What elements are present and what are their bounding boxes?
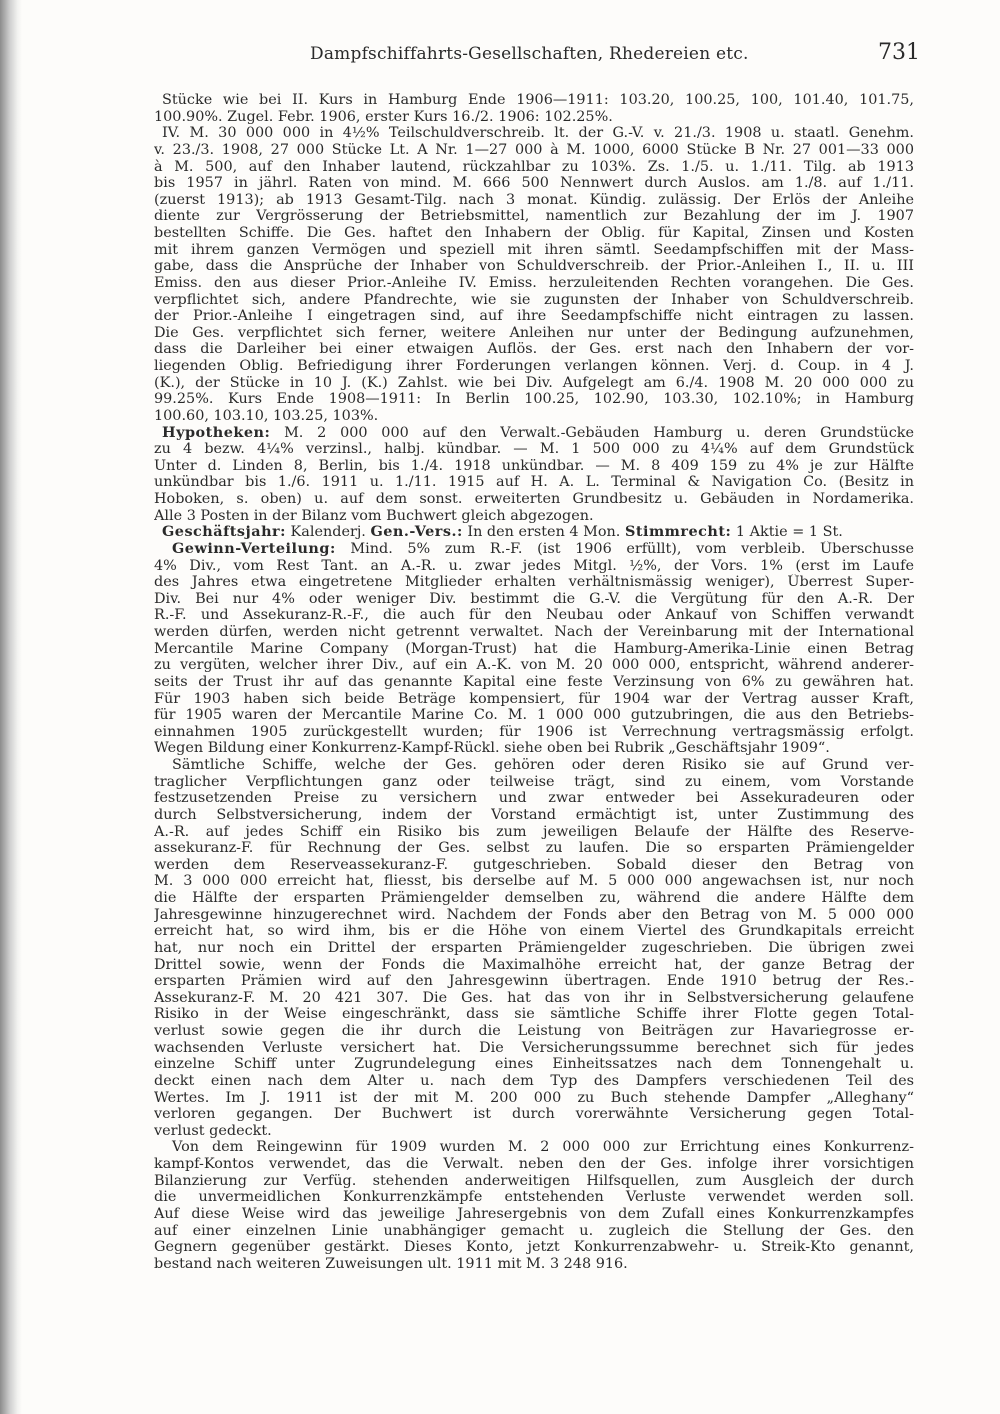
section-heading: Gewinn-Verteilung: xyxy=(172,540,336,557)
text-run: für 1905 waren der Mercantile Marine Co. M. 1 000 000 gutzubringen, die aus den Betriebs- xyxy=(154,707,914,724)
section-heading: Geschäftsjahr: xyxy=(162,524,286,541)
text-run: v. 23./3. 1908, 27 000 Stücke Lt. A Nr. 1—27 000 à M. 1000, 6000 Stücke B Nr. 27 001—33 000 xyxy=(154,141,914,158)
text-run: 100.90%. Zugel. Febr. 1906, erster Kurs 16./2. 1906: 102.25%. xyxy=(154,108,613,125)
text-line xyxy=(154,425,914,442)
text-run: 100.60, 103.10, 103.25, 103%. xyxy=(154,407,379,424)
text-run: mit ihrem ganzen Vermögen und speziell mit ihren sämtl. Seedampfschiffen mit der Mass- xyxy=(154,241,914,258)
paragraph-p7 xyxy=(154,1139,914,1272)
text-line xyxy=(154,1239,914,1256)
text-run: 4% Div., vom Rest Tant. an A.-R. u. zwar jedes Mitgl. ½%, der Vors. 1% (erst im Laufe xyxy=(154,557,914,574)
text-run: auf einer einzelnen Linie unabhängiger gemacht u. zugleich die Stellung der Ges. den xyxy=(154,1222,914,1239)
text-run: Unter d. Linden 8, Berlin, bis 1./4. 1918 unkündbar. — M. 8 409 159 zu 4% je zur Hälfte xyxy=(154,457,914,474)
paragraph-p1 xyxy=(154,92,914,125)
text-run: Auf diese Weise wird das jeweilige Jahresergebnis von dem Zufall eines Konkurrenzkampfes xyxy=(154,1205,914,1222)
text-run: Wertes. Im J. 1911 ist der mit M. 200 000 zu Buch stehende Dampfer „Alleghany“ xyxy=(154,1089,914,1106)
text-line xyxy=(154,1123,914,1140)
text-run: In den ersten 4 Mon. xyxy=(462,524,625,541)
text-line xyxy=(154,1040,914,1057)
text-line xyxy=(154,873,914,890)
text-line xyxy=(154,474,914,491)
text-run: 99.25%. Kurs Ende 1908—1911: In Berlin 100.25, 102.90, 103.30, 102.10%; in Hamburg xyxy=(154,391,914,408)
text-line xyxy=(154,1073,914,1090)
text-line xyxy=(154,358,914,375)
text-run: verpflichtet sich, andere Pfandrechte, wie sie zugunsten der Inhaber von Schuldverschreib. xyxy=(154,291,914,308)
text-run: durch Selbstversicherung, indem der Vorstand ermächtigt ist, unter Zustimmung des xyxy=(154,806,914,823)
paragraph-p4 xyxy=(154,524,914,541)
text-line xyxy=(154,857,914,874)
text-line xyxy=(154,1206,914,1223)
text-line xyxy=(154,807,914,824)
text-line xyxy=(154,973,914,990)
text-run: gabe, dass die Ansprüche der Inhaber von Schuldverschreib. der Prior.-Anleihen I., II. u. III xyxy=(154,258,914,275)
text-run: einzelne Schiff unter Zugrundelegung eines Einheitssatzes nach dem Tonnengehalt u. xyxy=(154,1056,914,1073)
paragraph-p5 xyxy=(154,541,914,757)
text-run: ersparten Prämien wird auf den Jahresgewinn übertragen. Ende 1910 betrug der Res.- xyxy=(154,973,914,990)
text-line xyxy=(154,674,914,691)
text-line xyxy=(154,990,914,1007)
text-run: Für 1903 haben sich beide Beträge kompensiert, für 1904 war der Vertrag ausser Kraft, xyxy=(154,690,914,707)
text-line xyxy=(154,1090,914,1107)
text-run: zu 4 bezw. 4¼% verzinsl., halbj. kündbar. — M. 1 500 000 zu 4¼% auf dem Grundstück xyxy=(154,441,914,458)
text-run: dass die Darleiher bei einer etwaigen Auflös. der Ges. erst nach den Inhabern der vor- xyxy=(154,341,914,358)
text-run: bis 1957 in jährl. Raten von mind. M. 666 500 Nennwert durch Auslos. am 1./8. auf 1./11. xyxy=(154,175,914,192)
text-line xyxy=(154,1056,914,1073)
text-run: A.-R. auf jedes Schiff ein Risiko bis zum jeweiligen Belaufe der Hälfte des Reserve- xyxy=(154,823,914,840)
text-line xyxy=(154,125,914,142)
section-heading: Gen.-Vers.: xyxy=(370,524,463,541)
text-line xyxy=(154,957,914,974)
text-line xyxy=(154,175,914,192)
page-header xyxy=(150,40,920,72)
text-line xyxy=(154,624,914,641)
text-line xyxy=(154,258,914,275)
text-line xyxy=(154,92,914,109)
text-line xyxy=(154,541,914,558)
text-line xyxy=(154,208,914,225)
text-run: Alle 3 Posten in der Bilanz vom Buchwert gleich abgezogen. xyxy=(154,507,594,524)
text-run: Die Ges. verpflichtet sich ferner, weitere Anleihen nur unter der Bedingung aufzunehmen, xyxy=(154,324,914,341)
text-line xyxy=(154,740,914,757)
text-run: verlust gedeckt. xyxy=(154,1122,272,1139)
text-run: Gegnern gegenüber gestärkt. Dieses Konto, jetzt Konkurrenzabwehr- u. Streik-Kto genannt, xyxy=(154,1239,914,1256)
text-run: (zuerst 1913); ab 1913 Gesamt-Tilg. nach 3 monat. Kündig. zulässig. Der Erlös der Anleihe xyxy=(154,191,914,208)
page-number: 731 xyxy=(878,40,920,65)
text-line xyxy=(154,441,914,458)
text-line xyxy=(154,824,914,841)
text-run: Hoboken, s. oben) u. auf dem sonst. erweiterten Grundbesitz u. Gebäuden in Nordamerika. xyxy=(154,491,914,507)
text-run: bestand nach weiteren Zuweisungen ult. 1911 mit M. 3 248 916. xyxy=(154,1255,628,1272)
text-line xyxy=(154,1156,914,1173)
text-line xyxy=(154,275,914,292)
text-run: 1 Aktie = 1 St. xyxy=(731,524,843,541)
text-line xyxy=(154,375,914,392)
text-line xyxy=(154,109,914,126)
text-run: der Prior.-Anleihe I eingetragen sind, auf ihre Seedampfschiffe nicht eintragen zu lassen. xyxy=(154,308,914,325)
page-body xyxy=(154,92,914,1272)
text-line xyxy=(154,341,914,358)
text-run: festzusetzenden Preise zu versichern und zwar entweder bei Assekuradeuren oder xyxy=(154,790,914,807)
text-run: Jahresgewinne hinzugerechnet wird. Nachdem der Fonds aber den Betrag von M. 5 000 000 xyxy=(154,906,914,923)
text-line xyxy=(154,907,914,924)
text-line xyxy=(154,774,914,791)
text-run: einnahmen 1905 zurückgestellt wurden; für 1906 ist Verrechnung vertragsmässig erfolgt. xyxy=(154,723,914,740)
text-run: wachsenden Verluste versichert hat. Die Versicherungssumme berechnet sich für jedes xyxy=(154,1039,914,1056)
text-line xyxy=(154,1106,914,1123)
text-line xyxy=(154,1173,914,1190)
text-line xyxy=(154,391,914,408)
text-run: werden dürfen, werden nicht getrennt verwaltet. Nach der Vereinbarung mit der International xyxy=(154,624,914,640)
text-line xyxy=(154,308,914,325)
text-run: traglicher Verpflichtungen ganz oder teilweise trägt, sind zu einem, vom Vorstande xyxy=(154,773,914,790)
text-run: (K.), der Stücke in 10 J. (K.) Zahlst. wie bei Div. Aufgelegt am 6./4. 1908 M. 20 000 000 zu xyxy=(154,374,914,391)
text-line xyxy=(154,574,914,591)
text-run: Mercantile Marine Company (Morgan-Trust) hat die Hamburg-Amerika-Linie einen Betrag xyxy=(154,640,914,657)
text-run: Wegen Bildung einer Konkurrenz-Kampf-Rückl. siehe oben bei Rubrik „Geschäftsjahr 1909“. xyxy=(154,740,830,757)
text-line xyxy=(154,890,914,907)
text-run: Von dem Reingewinn für 1909 wurden M. 2 000 000 zur Errichtung eines Konkurrenz- xyxy=(172,1139,914,1156)
text-run: Drittel sowie, wenn der Fonds die Maximalhöhe erreicht hat, der ganze Betrag der xyxy=(154,956,914,973)
text-line xyxy=(154,508,914,525)
text-line xyxy=(154,657,914,674)
text-run: erreicht hat, so wird ihm, bis er die Höhe von einem Viertel des Grundkapitals erreicht xyxy=(154,923,914,940)
text-run: zu vergüten, welcher ihrer Div., auf ein A.-K. von M. 20 000 000, entspricht, während anderer- xyxy=(154,657,914,674)
text-run: R.-F. und Assekuranz-R.-F., die auch für den Neubau oder Ankauf von Schiffen verwandt xyxy=(154,607,914,624)
text-line xyxy=(154,491,914,508)
paragraph-p3 xyxy=(154,425,914,525)
text-line xyxy=(154,840,914,857)
text-run: Stücke wie bei II. Kurs in Hamburg Ende 1906—1911: 103.20, 100.25, 100, 101.40, 101.75, xyxy=(162,92,914,108)
text-line xyxy=(154,1223,914,1240)
text-line xyxy=(154,242,914,259)
text-run: unkündbar bis 1./6. 1911 u. 1./11. 1915 auf H. A. L. Terminal & Navigation Co. (Besitz in xyxy=(154,474,914,491)
text-line xyxy=(154,1023,914,1040)
scan-edge-shadow xyxy=(0,0,22,1414)
text-line xyxy=(154,292,914,309)
text-line xyxy=(154,408,914,425)
text-run: deckt einen nach dem Alter u. nach dem Typ des Dampfers verschiedenen Teil des xyxy=(154,1072,914,1089)
text-run: à M. 500, auf den Inhaber lautend, rückzahlbar zu 103%. Zs. 1./5. u. 1./11. Tilg. ab 1913 xyxy=(154,158,914,175)
text-line xyxy=(154,607,914,624)
text-run: Assekuranz-F. M. 20 421 307. Die Ges. hat das von ihr in Selbstversicherung gelaufene xyxy=(154,989,914,1006)
text-run: Bilanzierung zur Verfüg. stehenden anderweitigen Hilfsquellen, zum Ausgleich der durch xyxy=(154,1172,914,1189)
text-run: die Hälfte der ersparten Prämiengelder demselben zu, während die andere Hälfte dem xyxy=(154,890,914,906)
paragraph-p2 xyxy=(154,125,914,424)
text-line xyxy=(154,940,914,957)
text-line xyxy=(154,325,914,342)
text-line xyxy=(154,1189,914,1206)
text-run: bestellten Schiffe. Die Ges. haftet den Inhabern der Oblig. für Kapital, Zinsen und Kosten xyxy=(154,225,914,241)
text-run: Kalenderj. xyxy=(285,524,371,541)
text-run: Risiko in der Weise eingeschränkt, dass sie sämtliche Schiffe ihrer Flotte gegen Total- xyxy=(154,1006,914,1023)
text-line xyxy=(154,707,914,724)
text-run: kampf-Kontos verwendet, das die Verwalt. neben den der Ges. infolge ihrer vorsichtigen xyxy=(154,1156,914,1172)
text-run: Emiss. den aus dieser Prior.-Anleihe IV. Emiss. herzuleitenden Rechten vorangehen. Die Ges. xyxy=(154,274,914,291)
text-run: des Jahres etwa eingetretene Mitglieder erhalten verhältnismässig weniger), Überrest Super- xyxy=(154,574,914,591)
text-line xyxy=(154,1256,914,1273)
text-run: assekuranz-F. für Rechnung der Ges. selbst zu laufen. Die so ersparten Prämiengelder xyxy=(154,840,914,857)
text-run: seits der Trust ihr auf das genannte Kapital eine feste Verzinsung von 6% zu gewähren hat. xyxy=(154,673,914,690)
text-line xyxy=(154,591,914,608)
text-run: liegenden Oblig. Befriedigung ihrer Forderungen verlangen können. Verj. d. Coup. in 4 J. xyxy=(154,358,914,374)
text-run: hat, nur noch ein Drittel der ersparten Prämiengelder zugeschrieben. Die übrigen zwei xyxy=(154,939,914,956)
text-line xyxy=(154,458,914,475)
text-run: diente zur Vergrösserung der Betriebsmittel, namentlich zur Bezahlung der im J. 1907 xyxy=(154,208,914,225)
text-line xyxy=(154,923,914,940)
text-line xyxy=(154,691,914,708)
text-line xyxy=(154,225,914,242)
text-line xyxy=(154,524,914,541)
text-line xyxy=(154,558,914,575)
text-run: Div. Bei nur 4% oder weniger Div. bestimmt die G.-V. die Vergütung für den A.-R. Der xyxy=(154,590,914,607)
text-line xyxy=(154,1139,914,1156)
running-title: Dampfschiffahrts-Gesellschaften, Rhedereien etc. xyxy=(310,44,749,64)
text-line xyxy=(154,159,914,176)
section-heading: Hypotheken: xyxy=(162,424,271,441)
text-line xyxy=(154,757,914,774)
text-run: Mind. 5% zum R.-F. (ist 1906 erfüllt), vom verbleib. Überschusse xyxy=(335,540,914,557)
text-run: werden dem Reserveassekuranz-F. gutgeschrieben. Sobald dieser den Betrag von xyxy=(154,856,914,873)
text-run: M. 3 000 000 erreicht hat, fliesst, bis derselbe auf M. 5 000 000 angewachsen ist, nur noch xyxy=(154,873,914,890)
text-line xyxy=(154,192,914,209)
text-line xyxy=(154,724,914,741)
paragraph-p6 xyxy=(154,757,914,1139)
section-heading: Stimmrecht: xyxy=(624,524,732,541)
text-run: verlust sowie gegen die ihr durch die Leistung von Beiträgen zur Havariegrosse er- xyxy=(154,1023,914,1039)
text-run: die unvermeidlichen Konkurrenzkämpfe entstehenden Verluste verwendet werden soll. xyxy=(154,1189,914,1206)
text-run: IV. M. 30 000 000 in 4½% Teilschuldverschreib. lt. der G.-V. v. 21./3. 1908 u. staatl. Genehm. xyxy=(162,125,914,142)
text-run: Sämtliche Schiffe, welche der Ges. gehören oder deren Risiko sie auf Grund ver- xyxy=(172,757,914,773)
text-line xyxy=(154,641,914,658)
text-line xyxy=(154,142,914,159)
text-line xyxy=(154,1006,914,1023)
text-line xyxy=(154,790,914,807)
text-run: verloren gegangen. Der Buchwert ist durch vorerwähnte Versicherung gegen Total- xyxy=(154,1106,914,1123)
text-run: M. 2 000 000 auf den Verwalt.-Gebäuden Hamburg u. deren Grundstücke xyxy=(270,424,914,441)
